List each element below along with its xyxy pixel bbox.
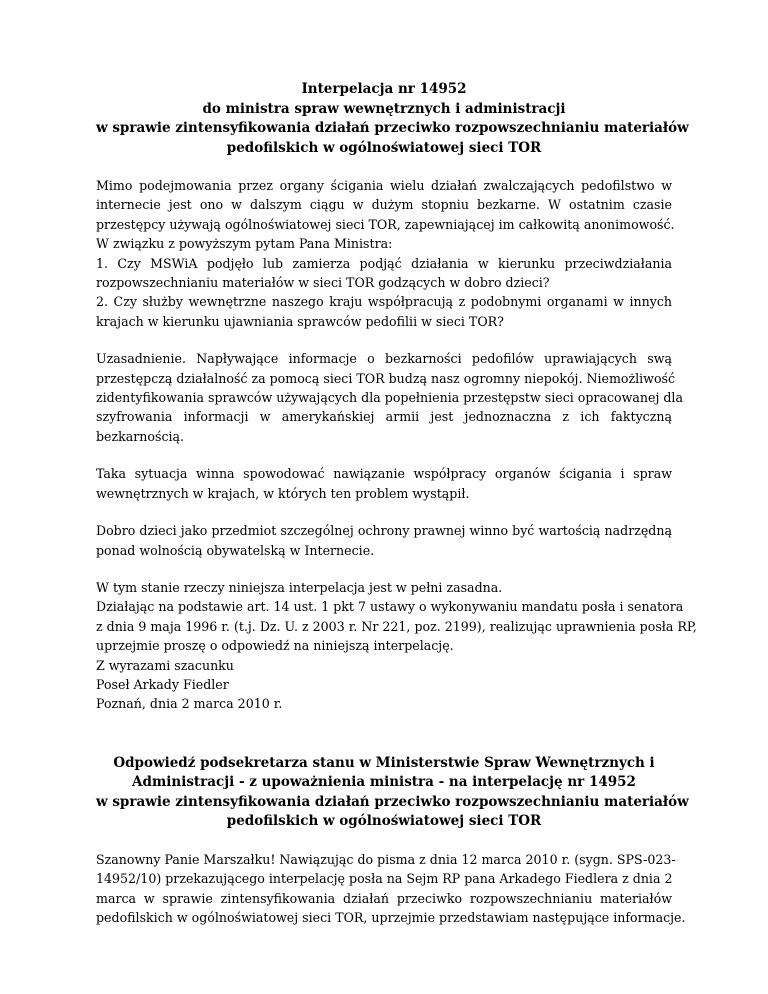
text-line: internecie jest ono w dalszym ciągu w dużym stopniu bezkarne. W ostatnim czasie: [96, 197, 672, 213]
text-line: Mimo podejmowania przez organy ścigania wielu działań zwalczających pedofilstwo w: [96, 178, 672, 193]
text-line: z dnia 9 maja 1996 r. (t.j. Dz. U. z 2003 r. Nr 221, poz. 2199), realizując uprawnienia posła RP,: [96, 618, 697, 634]
text-line: Uzasadnienie. Napływające informacje o bezkarności pedofilów uprawiających swą: [96, 351, 672, 367]
text-line: Działając na podstawie art. 14 ust. 1 pkt 7 ustawy o wykonywaniu mandatu posła i senatora: [96, 599, 684, 615]
title-line: Odpowiedź podsekretarza stanu w Ministerstwie Spraw Wewnętrznych i: [113, 754, 655, 771]
text-line: marca w sprawie zintensyfikowania działań przeciwko rozpowszechnianiu materiałów: [96, 890, 672, 906]
title-line: w sprawie zintensyfikowania działań przeciwko rozpowszechnianiu materiałów: [96, 120, 689, 136]
closing-paragraph: [96, 578, 697, 714]
text-line: krajach w kierunku ujawniania sprawców pedofilii w sieci TOR?: [96, 313, 504, 329]
text-line: wewnętrznych w krajach, w których ten problem wystąpił.: [96, 485, 470, 501]
text-line: W tym stanie rzeczy niniejsza interpelacja jest w pełni zasadna.: [96, 579, 503, 595]
text-line: 14952/10) przekazującego interpelację posła na Sejm RP pana Arkadego Fiedlera z dnia 2: [96, 871, 673, 887]
text-line: zidentyfikowania sprawców używających dla popełnienia przestępstw sieci opracowanej dla: [96, 390, 683, 406]
interpelation-title: [96, 80, 689, 158]
text-line: uprzejmie proszę o odpowiedź na niniejszą interpelację.: [96, 638, 454, 654]
text-line: Dobro dzieci jako przedmiot szczególnej ochrony prawnej winno być wartością nadrzędną: [96, 523, 672, 539]
title-line: Administracji - z upoważnienia ministra - na interpelację nr 14952: [132, 774, 636, 791]
text-line: szyfrowania informacji w amerykańskiej armii jest jednoznaczna z ich faktyczną: [96, 409, 672, 425]
text-line: ponad wolnością obywatelską w Internecie.: [96, 542, 375, 558]
date-line: Poznań, dnia 2 marca 2010 r.: [96, 696, 283, 712]
title-line: pedofilskich w ogólnoświatowej sieci TOR: [226, 139, 542, 156]
title-line: do ministra spraw wewnętrznych i administracji: [202, 100, 566, 117]
situation-paragraph: [96, 464, 672, 503]
text-line: Taka sytuacja winna spowodować nawiązanie współpracy organów ścigania i spraw: [96, 466, 672, 482]
title-line: Interpelacja nr 14952: [301, 81, 467, 97]
text-line: pedofilskich w ogólnoświatowej sieci TOR, uprzejmie przedstawiam następujące informacje.: [96, 909, 686, 925]
text-line: Szanowny Panie Marszałku! Nawiązując do pisma z dnia 12 marca 2010 r. (sygn. SPS-023-: [96, 851, 676, 867]
text-line: przestępczą działalność za pomocą sieci TOR budzą nasz ogromny niepokój. Niemożliwość: [96, 370, 676, 386]
justification-paragraph: [96, 349, 683, 446]
signature-line: Poseł Arkady Fiedler: [96, 676, 229, 692]
text-line: 1. Czy MSWiA podjęło lub zamierza podjąć działania w kierunku przeciwdziałania: [96, 255, 672, 271]
text-line: 2. Czy służby wewnętrzne naszego kraju współpracują z podobnymi organami w innych: [96, 294, 672, 310]
answer-paragraph: [96, 850, 686, 928]
section-spacer: [96, 732, 672, 754]
child-welfare-paragraph: [96, 521, 672, 560]
text-line: W związku z powyższym pytam Pana Ministra:: [96, 236, 393, 252]
text-line: przestępcy używają ogólnoświatowej sieci TOR, zapewniającej im całkowitą anonimowość.: [96, 216, 675, 232]
text-line: bezkarnością.: [96, 428, 185, 444]
interpelation-paragraph: [96, 176, 675, 331]
greeting-line: Z wyrazami szacunku: [96, 657, 234, 673]
answer-title: [96, 754, 689, 832]
text-line: rozpowszechnianiu materiałów w sieci TOR godzących w dobro dzieci?: [96, 275, 550, 291]
title-line: w sprawie zintensyfikowania działań przeciwko rozpowszechnianiu materiałów: [96, 793, 689, 810]
title-line: pedofilskich w ogólnoświatowej sieci TOR: [226, 813, 542, 830]
